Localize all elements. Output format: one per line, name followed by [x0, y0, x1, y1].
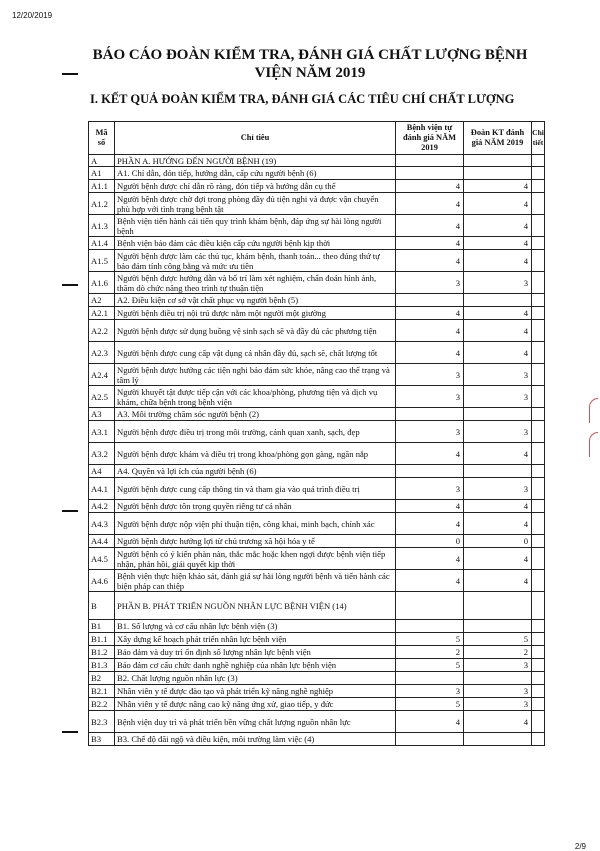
- table-row: [89, 685, 545, 698]
- row-team-eval: [464, 672, 532, 685]
- row-team-eval: [464, 733, 532, 746]
- table-row: [89, 443, 545, 465]
- row-code: A2.3: [89, 342, 115, 364]
- margin-mark: [62, 73, 78, 75]
- row-detail: [532, 250, 545, 272]
- table-row: [89, 698, 545, 711]
- stamp-edge: [589, 432, 598, 457]
- criteria-table: [88, 121, 545, 746]
- header-criterion: Chỉ tiêu: [115, 122, 396, 155]
- row-team-eval: 2: [464, 646, 532, 659]
- row-detail: [532, 465, 545, 478]
- row-team-eval: 5: [464, 633, 532, 646]
- row-detail: [532, 646, 545, 659]
- report-title-line-2: VIỆN NĂM 2019: [254, 65, 366, 81]
- row-detail: [532, 237, 545, 250]
- table-row: [89, 646, 545, 659]
- row-detail: [532, 633, 545, 646]
- row-code: A1.3: [89, 215, 115, 237]
- row-team-eval: [464, 592, 532, 620]
- header-self-eval: Bệnh viện tự đánh giá NĂM 2019: [396, 122, 464, 155]
- row-criterion: Người bệnh được sử dụng buồng vệ sinh sạch sẽ và đầy đủ các phương tiện: [115, 320, 396, 342]
- table-row: [89, 478, 545, 500]
- row-team-eval: 4: [464, 215, 532, 237]
- table-row: [89, 733, 545, 746]
- row-self-eval: 5: [396, 633, 464, 646]
- row-team-eval: 3: [464, 386, 532, 408]
- print-date: 12/20/2019: [12, 11, 53, 20]
- row-self-eval: 4: [396, 307, 464, 320]
- table-row: [89, 548, 545, 570]
- table-row: [89, 659, 545, 672]
- row-criterion: Người bệnh được chỉ dẫn rõ ràng, đón tiếp và hướng dẫn cụ thể: [115, 180, 396, 193]
- row-team-eval: [464, 167, 532, 180]
- row-self-eval: 5: [396, 698, 464, 711]
- row-criterion: B3. Chế độ đãi ngộ và điều kiện, môi trường làm việc (4): [115, 733, 396, 746]
- row-criterion: Nhân viên y tế được đào tạo và phát triển kỹ năng nghề nghiệp: [115, 685, 396, 698]
- row-criterion: B2. Chất lượng nguồn nhân lực (3): [115, 672, 396, 685]
- row-criterion: Người bệnh được hưởng lợi từ chủ trương xã hội hóa y tế: [115, 535, 396, 548]
- row-self-eval: 4: [396, 500, 464, 513]
- row-detail: [532, 620, 545, 633]
- table-row: [89, 465, 545, 478]
- row-team-eval: 4: [464, 548, 532, 570]
- row-self-eval: [396, 167, 464, 180]
- table-row: [89, 250, 545, 272]
- row-code: B1.2: [89, 646, 115, 659]
- row-detail: [532, 535, 545, 548]
- row-team-eval: [464, 294, 532, 307]
- row-detail: [532, 443, 545, 465]
- row-detail: [532, 215, 545, 237]
- row-team-eval: 4: [464, 342, 532, 364]
- row-team-eval: [464, 408, 532, 421]
- row-criterion: A4. Quyền và lợi ích của người bệnh (6): [115, 465, 396, 478]
- row-code: A4.5: [89, 548, 115, 570]
- row-self-eval: 2: [396, 646, 464, 659]
- row-team-eval: 4: [464, 711, 532, 733]
- row-self-eval: 4: [396, 711, 464, 733]
- row-detail: [532, 685, 545, 698]
- row-self-eval: 4: [396, 180, 464, 193]
- row-detail: [532, 513, 545, 535]
- report-title: [80, 46, 540, 82]
- row-self-eval: 4: [396, 193, 464, 215]
- table-row: [89, 408, 545, 421]
- row-code: B1.1: [89, 633, 115, 646]
- row-team-eval: 4: [464, 193, 532, 215]
- row-code: B2.1: [89, 685, 115, 698]
- row-self-eval: 4: [396, 237, 464, 250]
- row-self-eval: 4: [396, 215, 464, 237]
- row-self-eval: [396, 620, 464, 633]
- header-team-eval: Đoàn KT đánh giá NĂM 2019: [464, 122, 532, 155]
- table-row: [89, 215, 545, 237]
- table-row: [89, 342, 545, 364]
- row-criterion: Bệnh viện bảo đảm các điều kiện cấp cứu người bệnh kịp thời: [115, 237, 396, 250]
- row-code: B2: [89, 672, 115, 685]
- row-team-eval: 3: [464, 421, 532, 443]
- row-code: B: [89, 592, 115, 620]
- table-row: [89, 620, 545, 633]
- row-self-eval: [396, 592, 464, 620]
- row-code: A1.6: [89, 272, 115, 294]
- row-team-eval: 4: [464, 320, 532, 342]
- row-code: B3: [89, 733, 115, 746]
- row-criterion: Nhân viên y tế được nâng cao kỹ năng ứng xử, giao tiếp, y đức: [115, 698, 396, 711]
- table-row: [89, 592, 545, 620]
- row-team-eval: 4: [464, 570, 532, 592]
- row-code: A4.1: [89, 478, 115, 500]
- row-criterion: A1. Chỉ dẫn, đón tiếp, hướng dẫn, cấp cứu người bệnh (6): [115, 167, 396, 180]
- row-team-eval: 4: [464, 513, 532, 535]
- table-row: [89, 364, 545, 386]
- row-self-eval: 5: [396, 659, 464, 672]
- row-code: A1.2: [89, 193, 115, 215]
- row-detail: [532, 478, 545, 500]
- header-detail: Chi tiết: [532, 122, 545, 155]
- row-detail: [532, 711, 545, 733]
- row-criterion: Người bệnh được nộp viện phí thuận tiện, công khai, minh bạch, chính xác: [115, 513, 396, 535]
- row-code: A4.6: [89, 570, 115, 592]
- row-self-eval: 0: [396, 535, 464, 548]
- row-self-eval: 4: [396, 342, 464, 364]
- margin-mark: [62, 510, 78, 512]
- row-code: A3.2: [89, 443, 115, 465]
- row-detail: [532, 408, 545, 421]
- row-detail: [532, 698, 545, 711]
- row-criterion: Người khuyết tật được tiếp cận với các khoa/phòng, phương tiện và dịch vụ khám, chữa bệnh trong bệnh viện: [115, 386, 396, 408]
- row-detail: [532, 320, 545, 342]
- row-criterion: B1. Số lượng và cơ cấu nhân lực bệnh viện (3): [115, 620, 396, 633]
- row-criterion: Xây dựng kế hoạch phát triển nhân lực bệnh viện: [115, 633, 396, 646]
- row-self-eval: [396, 672, 464, 685]
- row-detail: [532, 155, 545, 167]
- row-code: A4: [89, 465, 115, 478]
- row-self-eval: 4: [396, 250, 464, 272]
- row-criterion: Người bệnh điều trị nội trú được nằm một người một giường: [115, 307, 396, 320]
- table-row: [89, 307, 545, 320]
- page-number: 2/9: [574, 842, 586, 851]
- row-self-eval: 3: [396, 386, 464, 408]
- section-heading: I. KẾT QUẢ ĐOÀN KIỂM TRA, ĐÁNH GIÁ CÁC TIÊU CHÍ CHẤT LƯỢNG: [90, 92, 515, 106]
- row-team-eval: [464, 155, 532, 167]
- row-code: A4.2: [89, 500, 115, 513]
- table-row: [89, 294, 545, 307]
- row-criterion: Bảo đảm và duy trì ổn định số lượng nhân lực bệnh viện: [115, 646, 396, 659]
- row-self-eval: 3: [396, 272, 464, 294]
- row-team-eval: 3: [464, 685, 532, 698]
- row-criterion: Người bệnh có ý kiến phàn nàn, thắc mắc hoặc khen ngợi được bệnh viện tiếp nhận, phản hồi, giải quyết kịp thời: [115, 548, 396, 570]
- row-self-eval: [396, 733, 464, 746]
- table-row: [89, 155, 545, 167]
- row-self-eval: [396, 155, 464, 167]
- row-self-eval: 4: [396, 320, 464, 342]
- row-self-eval: 4: [396, 443, 464, 465]
- row-detail: [532, 193, 545, 215]
- table-header-row: [89, 122, 545, 155]
- table-row: [89, 320, 545, 342]
- row-criterion: Người bệnh được chờ đợi trong phòng đầy đủ tiện nghi và được vận chuyển phù hợp với tình trạng bệnh tật: [115, 193, 396, 215]
- row-criterion: Bệnh viện duy trì và phát triển bền vững chất lượng nguồn nhân lực: [115, 711, 396, 733]
- row-self-eval: 3: [396, 421, 464, 443]
- row-team-eval: 0: [464, 535, 532, 548]
- row-code: A2.2: [89, 320, 115, 342]
- row-code: A1.4: [89, 237, 115, 250]
- row-code: B2.2: [89, 698, 115, 711]
- row-team-eval: 4: [464, 443, 532, 465]
- row-self-eval: 3: [396, 364, 464, 386]
- row-criterion: A2. Điều kiện cơ sở vật chất phục vụ người bệnh (5): [115, 294, 396, 307]
- row-self-eval: 4: [396, 548, 464, 570]
- row-code: A1: [89, 167, 115, 180]
- row-self-eval: 4: [396, 570, 464, 592]
- stamp-edge: [589, 398, 598, 423]
- row-detail: [532, 342, 545, 364]
- row-detail: [532, 272, 545, 294]
- row-code: A4.4: [89, 535, 115, 548]
- row-detail: [532, 592, 545, 620]
- table-row: [89, 272, 545, 294]
- table-row: [89, 711, 545, 733]
- table-row: [89, 193, 545, 215]
- row-criterion: A3. Môi trường chăm sóc người bệnh (2): [115, 408, 396, 421]
- report-title-line-1: BÁO CÁO ĐOÀN KIỂM TRA, ĐÁNH GIÁ CHẤT LƯỢNG BỆNH: [92, 47, 528, 63]
- row-code: B2.3: [89, 711, 115, 733]
- row-code: A3.1: [89, 421, 115, 443]
- row-code: A3: [89, 408, 115, 421]
- row-self-eval: 3: [396, 478, 464, 500]
- margin-mark: [62, 731, 78, 733]
- row-code: A2.5: [89, 386, 115, 408]
- row-team-eval: 3: [464, 364, 532, 386]
- table-row: [89, 500, 545, 513]
- row-detail: [532, 672, 545, 685]
- row-detail: [532, 364, 545, 386]
- row-team-eval: 3: [464, 478, 532, 500]
- row-team-eval: 4: [464, 180, 532, 193]
- row-code: A2.4: [89, 364, 115, 386]
- row-code: B1: [89, 620, 115, 633]
- row-team-eval: 4: [464, 500, 532, 513]
- row-criterion: Người bệnh được hưởng các tiện nghi bảo đảm sức khỏe, nâng cao thể trạng và tâm lý: [115, 364, 396, 386]
- row-team-eval: 3: [464, 659, 532, 672]
- row-self-eval: 4: [396, 513, 464, 535]
- row-criterion: Bệnh viện tiến hành cải tiến quy trình khám bệnh, đáp ứng sự hài lòng người bệnh: [115, 215, 396, 237]
- row-self-eval: [396, 294, 464, 307]
- table-row: [89, 672, 545, 685]
- row-code: A2: [89, 294, 115, 307]
- row-criterion: Người bệnh được tôn trọng quyền riêng tư cá nhân: [115, 500, 396, 513]
- row-criterion: Người bệnh được hướng dẫn và bố trí làm xét nghiệm, chẩn đoán hình ảnh, thăm dò chức năng theo trình tự thuận tiện: [115, 272, 396, 294]
- row-team-eval: 4: [464, 237, 532, 250]
- row-code: A4.3: [89, 513, 115, 535]
- row-self-eval: 3: [396, 685, 464, 698]
- row-team-eval: [464, 620, 532, 633]
- row-code: A1.1: [89, 180, 115, 193]
- table-row: [89, 421, 545, 443]
- row-detail: [532, 167, 545, 180]
- table-row: [89, 513, 545, 535]
- row-detail: [532, 421, 545, 443]
- row-team-eval: 3: [464, 698, 532, 711]
- row-code: A2.1: [89, 307, 115, 320]
- row-detail: [532, 294, 545, 307]
- row-detail: [532, 659, 545, 672]
- row-criterion: Người bệnh được điều trị trong môi trường, cảnh quan xanh, sạch, đẹp: [115, 421, 396, 443]
- row-self-eval: [396, 465, 464, 478]
- row-team-eval: 4: [464, 307, 532, 320]
- row-team-eval: 3: [464, 272, 532, 294]
- margin-mark: [62, 284, 78, 286]
- row-detail: [532, 386, 545, 408]
- row-detail: [532, 548, 545, 570]
- row-criterion: Người bệnh được làm các thủ tục, khám bệnh, thanh toán... theo đúng thứ tự bảo đảm tính công bằng và mức ưu tiên: [115, 250, 396, 272]
- row-code: A1.5: [89, 250, 115, 272]
- row-team-eval: [464, 465, 532, 478]
- row-self-eval: [396, 408, 464, 421]
- table-row: [89, 535, 545, 548]
- row-criterion: Người bệnh được cung cấp vật dụng cá nhân đầy đủ, sạch sẽ, chất lượng tốt: [115, 342, 396, 364]
- row-criterion: PHẦN B. PHÁT TRIỂN NGUỒN NHÂN LỰC BỆNH VIỆN (14): [115, 592, 396, 620]
- row-detail: [532, 307, 545, 320]
- row-criterion: PHẦN A. HƯỚNG ĐẾN NGƯỜI BỆNH (19): [115, 155, 396, 167]
- row-criterion: Bảo đảm cơ cấu chức danh nghề nghiệp của nhân lực bệnh viện: [115, 659, 396, 672]
- table-row: [89, 237, 545, 250]
- row-detail: [532, 180, 545, 193]
- table-row: [89, 180, 545, 193]
- row-detail: [532, 500, 545, 513]
- row-detail: [532, 570, 545, 592]
- header-code: Mã số: [89, 122, 115, 155]
- row-team-eval: 4: [464, 250, 532, 272]
- row-code: B1.3: [89, 659, 115, 672]
- table-row: [89, 633, 545, 646]
- row-criterion: Bệnh viện thực hiện khảo sát, đánh giá sự hài lòng người bệnh và tiến hành các biện pháp can thiệp: [115, 570, 396, 592]
- table-row: [89, 167, 545, 180]
- table-row: [89, 570, 545, 592]
- row-criterion: Người bệnh được khám và điều trị trong khoa/phòng gọn gàng, ngăn nắp: [115, 443, 396, 465]
- row-code: A: [89, 155, 115, 167]
- table-row: [89, 386, 545, 408]
- row-criterion: Người bệnh được cung cấp thông tin và tham gia vào quá trình điều trị: [115, 478, 396, 500]
- row-detail: [532, 733, 545, 746]
